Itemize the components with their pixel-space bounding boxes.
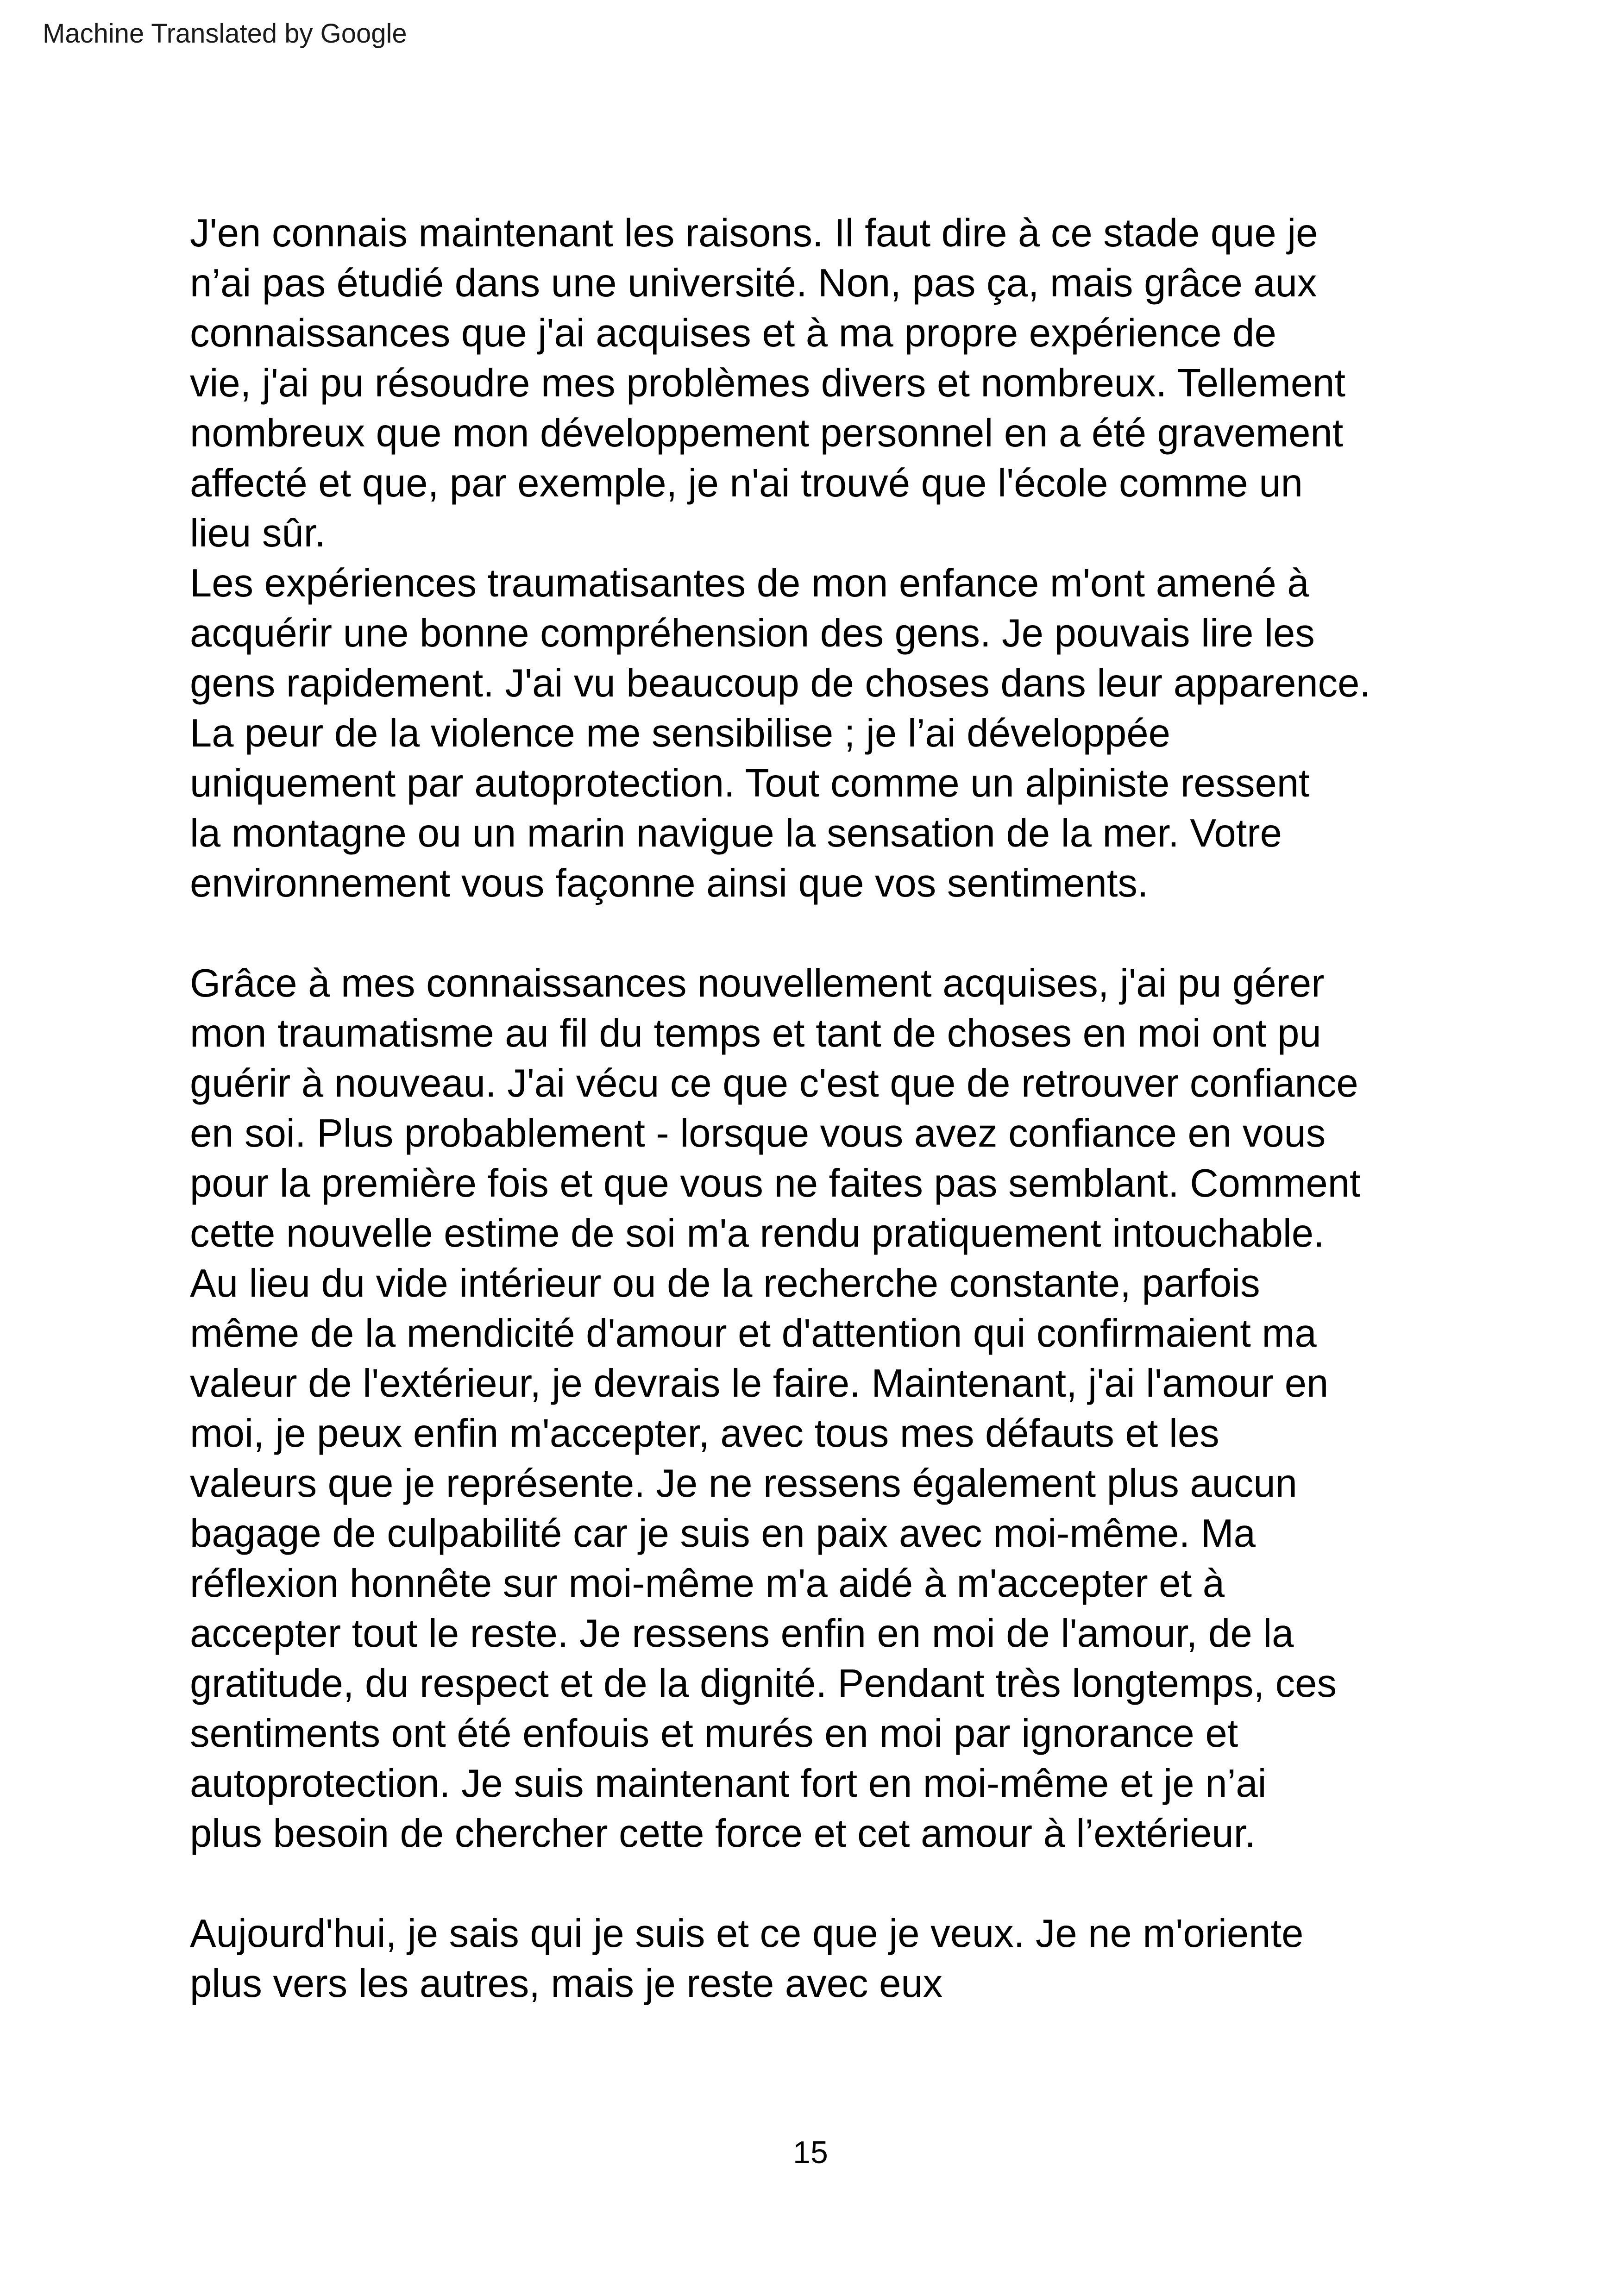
text-line: gens rapidement. J'ai vu beaucoup de choses dans leur apparence. (190, 661, 1371, 705)
text-line: acquérir une bonne compréhension des gens. Je pouvais lire les (190, 611, 1315, 655)
text-line: pour la première fois et que vous ne faites pas semblant. Comment (190, 1161, 1361, 1205)
text-line: vie, j'ai pu résoudre mes problèmes divers et nombreux. Tellement (190, 361, 1346, 405)
text-line: guérir à nouveau. J'ai vécu ce que c'est que de retrouver confiance (190, 1061, 1358, 1105)
text-line: valeur de l'extérieur, je devrais le faire. Maintenant, j'ai l'amour en (190, 1361, 1329, 1405)
paragraph-4 (190, 1909, 1514, 2009)
text-line: plus besoin de chercher cette force et cet amour à l’extérieur. (190, 1812, 1256, 1856)
text-line: Au lieu du vide intérieur ou de la recherche constante, parfois (190, 1261, 1260, 1305)
text-line: affecté et que, par exemple, je n'ai trouvé que l'école comme un (190, 461, 1303, 505)
text-line: valeurs que je représente. Je ne ressens également plus aucun (190, 1462, 1297, 1506)
text-line: réflexion honnête sur moi-même m'a aidé à m'accepter et à (190, 1562, 1225, 1606)
text-line: la montagne ou un marin navigue la sensation de la mer. Votre (190, 811, 1282, 855)
text-line: uniquement par autoprotection. Tout comme un alpiniste ressent (190, 761, 1310, 805)
text-line: lieu sûr. (190, 511, 326, 555)
text-line: autoprotection. Je suis maintenant fort en moi-même et je n’ai (190, 1762, 1267, 1806)
text-line: mon traumatisme au fil du temps et tant de choses en moi ont pu (190, 1011, 1321, 1055)
text-line: Les expériences traumatisantes de mon enfance m'ont amené à (190, 561, 1309, 605)
paragraph-3 (190, 959, 1514, 1859)
text-line: même de la mendicité d'amour et d'attention qui confirmaient ma (190, 1311, 1317, 1355)
text-line: en soi. Plus probablement - lorsque vous avez confiance en vous (190, 1111, 1326, 1155)
text-line: moi, je peux enfin m'accepter, avec tous mes défauts et les (190, 1411, 1219, 1455)
paragraph-spacer (190, 1859, 1514, 1909)
text-line: bagage de culpabilité car je suis en paix avec moi-même. Ma (190, 1512, 1256, 1556)
text-line: accepter tout le reste. Je ressens enfin en moi de l'amour, de la (190, 1612, 1294, 1656)
text-line: Aujourd'hui, je sais qui je suis et ce que je veux. Je ne m'oriente (190, 1912, 1304, 1956)
paragraph-1 (190, 208, 1514, 558)
text-line: connaissances que j'ai acquises et à ma propre expérience de (190, 311, 1276, 355)
text-line: n’ai pas étudié dans une université. Non, pas ça, mais grâce aux (190, 261, 1317, 305)
text-line: J'en connais maintenant les raisons. Il faut dire à ce stade que je (190, 211, 1318, 255)
page-body (190, 208, 1514, 2009)
text-line: Grâce à mes connaissances nouvellement acquises, j'ai pu gérer (190, 961, 1325, 1005)
machine-translation-note: Machine Translated by Google (43, 19, 407, 49)
text-line: sentiments ont été enfouis et murés en moi par ignorance et (190, 1712, 1238, 1756)
text-line: nombreux que mon développement personnel en a été gravement (190, 411, 1344, 455)
text-line: environnement vous façonne ainsi que vos sentiments. (190, 861, 1149, 905)
text-line: La peur de la violence me sensibilise ; je l’ai développée (190, 711, 1170, 755)
text-line: gratitude, du respect et de la dignité. Pendant très longtemps, ces (190, 1662, 1337, 1706)
text-line: cette nouvelle estime de soi m'a rendu pratiquement intouchable. (190, 1211, 1325, 1255)
text-line: plus vers les autres, mais je reste avec eux (190, 1962, 943, 2006)
paragraph-2 (190, 558, 1514, 909)
paragraph-spacer (190, 909, 1514, 959)
page-number: 15 (793, 2135, 828, 2170)
